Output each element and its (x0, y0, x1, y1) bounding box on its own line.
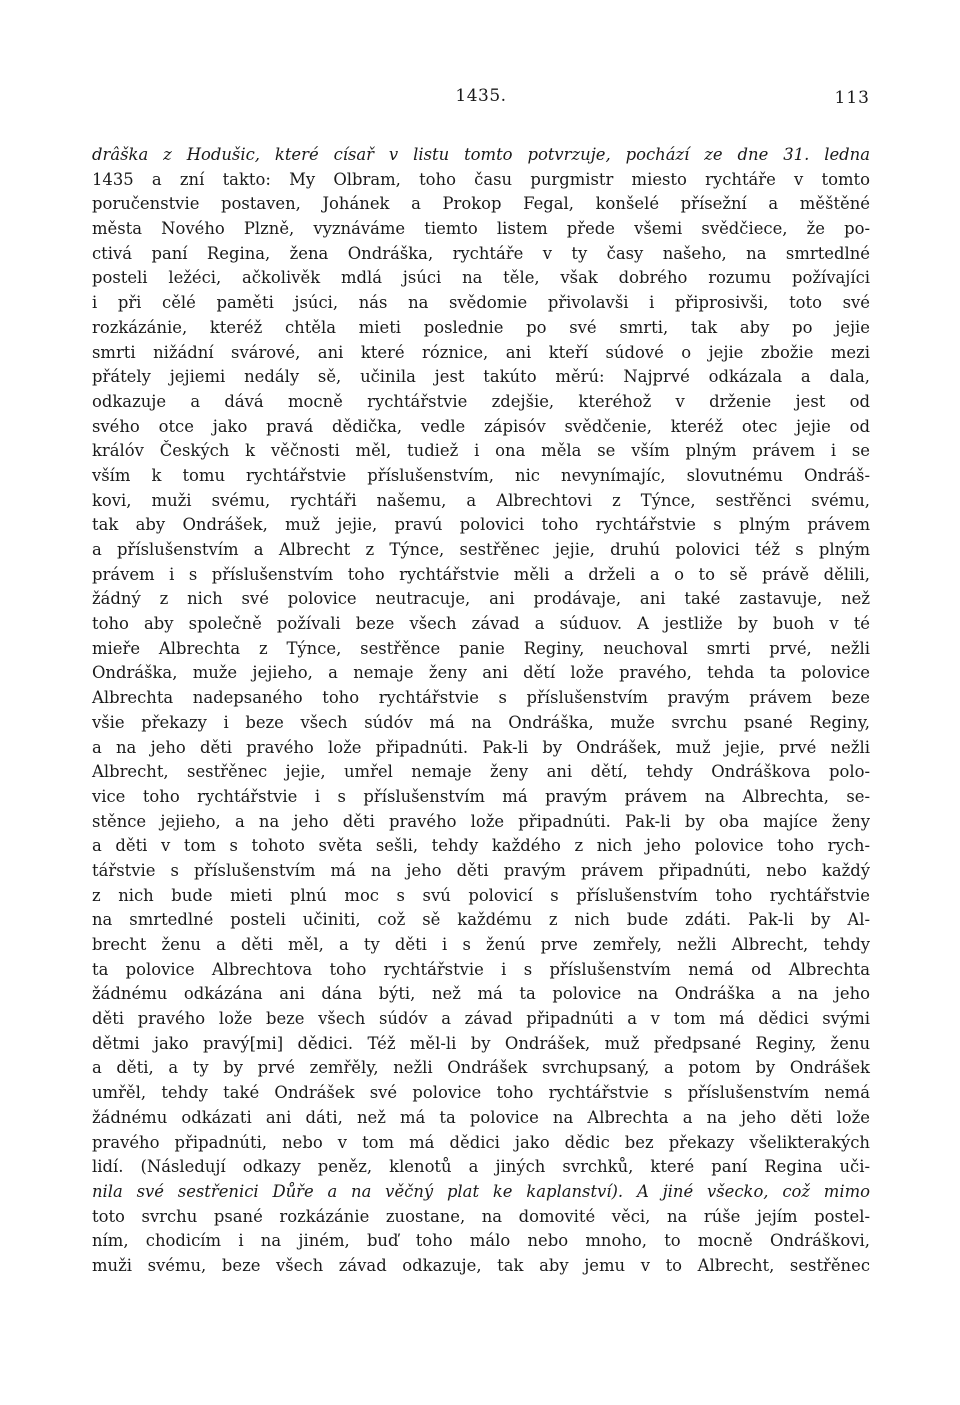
text-line: svého otce jako pravá dědička, vedle zápisóv svědčenie, kteréž otec jejie od (92, 416, 870, 436)
text-line: mieře Albrechta z Týnce, sestřěnce panie Reginy, neuchoval smrti prvé, nežli (92, 638, 870, 658)
text-line: ctivá paní Regina, žena Ondráška, rychtáře v ty časy našeho, na smrtedlné (92, 243, 870, 263)
text-line: dětmi jako pravý[mi] dědici. Též měl-li by Ondrášek, muž předpsané Reginy, ženu (92, 1033, 870, 1053)
text-line: lidí. (Následují odkazy peněz, klenotů a jiných svrchků, které paní Regina uči- (92, 1157, 870, 1177)
text-line: a děti v tom s tohoto světa sešli, tehdy každého z nich jeho polovice toho rych- (92, 836, 870, 856)
text-line: všie překazy i beze všech súdóv má na Ondráška, muže svrchu psané Reginy, (92, 712, 870, 732)
text-line: i při cělé paměti jsúci, nás na svědomie přivolavši i připrosivši, toto své (92, 293, 870, 313)
body-text (92, 143, 870, 1279)
text-line: poručenstvie postaven, Johánek a Prokop Fegal, konšelé přísežní a měštěné (92, 194, 870, 214)
text-line: na smrtedlné posteli učiniti, což sě každému z nich bude zdáti. Pak-li by Al- (92, 910, 870, 930)
text-line: kovi, muži svému, rychtáři našemu, a Albrechtovi z Týnce, sestřěnci svému, (92, 490, 870, 510)
text-line: vice toho rychtářstvie i s příslušenstvím má pravým právem na Albrechta, se- (92, 786, 870, 806)
text-line: děti pravého lože beze všech súdóv a závad připadnúti a v tom má dědici svými (92, 1009, 870, 1029)
text-line: Albrecht, sestřěnec jejie, umřel nemaje ženy ani dětí, tehdy Ondráškova polo- (92, 762, 870, 782)
text-line: města Nového Plzně, vyznáváme tiemto listem přede všemi svědčiece, že po- (92, 219, 870, 239)
text-line: žádnému odkázána ani dána býti, než má ta polovice na Ondráška a na jeho (92, 984, 870, 1004)
text-line: odkazuje a dává mocně rychtářstvie zdejšie, kteréhož v drženie jest od (92, 391, 870, 411)
text-line: žádný z nich své polovice neutracuje, ani prodávaje, ani také zastavuje, než (92, 589, 870, 609)
text-line: toho aby společně požívali beze všech závad a súduov. A jestliže by buoh v té (92, 614, 870, 634)
page-number: 113 (834, 88, 870, 108)
text-line: z nich bude mieti plnú moc s svú polovicí s příslušenstvím toho rychtářstvie (92, 885, 870, 905)
text-line: právem i s příslušenstvím toho rychtářstvie měli a drželi a o to sě právě dělili, (92, 564, 870, 584)
text-line: smrti nižádní svárové, ani které róznice, ani kteří súdové o jejie zbožie mezi (92, 342, 870, 362)
text-line: stěnce jejieho, a na jeho děti pravého lože připadnúti. Pak-li by oba majíce ženy (92, 811, 870, 831)
text-line: brecht ženu a děti měl, a ty děti i s ženú prve zemřely, nežli Albrecht, tehdy (92, 935, 870, 954)
text-line: ta polovice Albrechtova toho rychtářstvie i s příslušenstvím nemá od Albrechta (92, 959, 870, 979)
text-line: toto svrchu psané rozkázánie zuostane, na domovité věci, na rúše jejím postel- (92, 1206, 870, 1226)
text-line: žádnému odkázati ani dáti, než má ta polovice na Albrechta a na jeho děti lože (92, 1107, 870, 1127)
text-line: Ondráška, muže jejieho, a nemaje ženy ani dětí lože pravého, tehda ta polovice (92, 663, 870, 683)
text-line: posteli ležéci, ačkolivěk mdlá jsúci na těle, však dobrého rozumu požívajíci (92, 268, 870, 288)
text-line: rozkázánie, kteréž chtěla mieti poslednie po své smrti, tak aby po jejie (92, 317, 870, 337)
text-line: vším k tomu rychtářstvie příslušenstvím, nic nevynímajíc, slovutnému Ondráš- (92, 465, 870, 485)
text-line: králóv Českých k věčnosti měl, tudiež i ona měla se vším plným právem i se (92, 441, 870, 461)
text-line: tářstvie s příslušenstvím má na jeho děti pravým právem připadnúti, nebo každý (92, 860, 870, 880)
text-line: drâška z Hodušic, které císař v listu tomto potvrzuje, pochází ze dne 31. ledna (92, 145, 870, 164)
running-head-year: 1435. (455, 86, 507, 106)
text-line: ním, chodicím i na jiném, buď toho málo nebo mnoho, to mocně Ondráškovi, (92, 1231, 870, 1251)
text-line: tak aby Ondrášek, muž jejie, pravú polovici toho rychtářstvie s plným právem (92, 515, 870, 535)
text-line: nila své sestřenici Důře a na věčný plat ke kaplanství). A jiné všecko, což mimo (92, 1181, 870, 1201)
text-line: a děti, a ty by prvé zemřěly, nežli Ondrášek svrchupsaný, a potom by Ondrášek (92, 1058, 870, 1078)
text-line: umřěl, tehdy také Ondrášek své polovice toho rychtářstvie s příslušenstvím nemá (92, 1083, 870, 1103)
text-line: 1435 a zní takto: My Olbram, toho času purgmistr miesto rychtáře v tomto (92, 169, 870, 189)
text-line: a příslušenstvím a Albrecht z Týnce, sestřěnec jejie, druhú polovici též s plným (92, 540, 870, 559)
text-line: muži svému, beze všech závad odkazuje, tak aby jemu v to Albrecht, sestřěnec (92, 1255, 870, 1275)
text-line: Albrechta nadepsaného toho rychtářstvie s příslušenstvím pravým právem beze (92, 688, 870, 708)
text-line: pravého připadnúti, nebo v tom má dědici jako dědic bez překazy všelikterakých (92, 1132, 870, 1152)
page-header (92, 86, 870, 110)
text-line: a na jeho děti pravého lože připadnúti. Pak-li by Ondrášek, muž jejie, prvé nežli (92, 737, 870, 757)
text-line: přátely jejiemi nedály sě, učinila jest takúto měrú: Najprvé odkázala a dala, (92, 367, 870, 387)
